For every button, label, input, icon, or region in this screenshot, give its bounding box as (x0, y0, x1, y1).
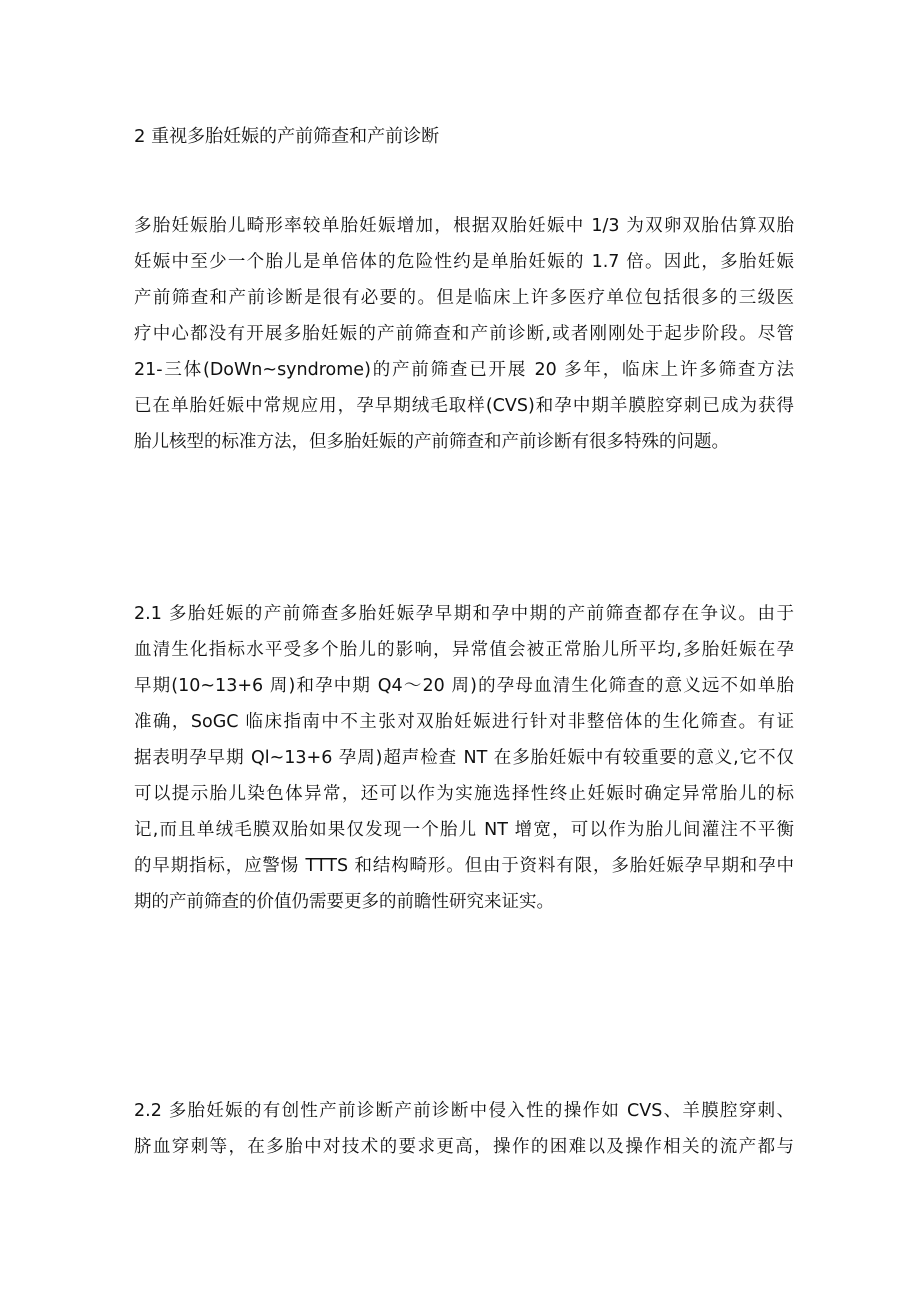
text-line: 期的产前筛查的价值仍需要更多的前瞻性研究来证实。 (134, 892, 554, 912)
text-line: 脐血穿刺等，在多胎中对技术的要求更高，操作的困难以及操作相关的流产都与 (134, 1137, 794, 1157)
paragraph-2-1 (134, 596, 794, 920)
text-line: 2.1 多胎妊娠的产前筛查多胎妊娠孕早期和孕中期的产前筛查都存在争议。由于 (134, 604, 794, 624)
text-line: 21-三体(DoWn~syndrome)的产前筛查已开展 20 多年，临床上许多筛查方法 (134, 360, 794, 380)
text-line: 准确，SoGC 临床指南中不主张对双胎妊娠进行针对非整倍体的生化筛查。有证 (134, 712, 794, 732)
text-line: 据表明孕早期 Ql~13+6 孕周)超声检查 NT 在多胎妊娠中有较重要的意义,它不仅 (134, 748, 794, 768)
text-line: 记,而且单绒毛膜双胎如果仅发现一个胎儿 NT 增宽，可以作为胎儿间灌注不平衡 (134, 820, 794, 840)
text-line: 已在单胎妊娠中常规应用，孕早期绒毛取样(CVS)和孕中期羊膜腔穿刺已成为获得 (134, 396, 794, 416)
paragraph-intro (134, 208, 794, 460)
text-line: 2.2 多胎妊娠的有创性产前诊断产前诊断中侵入性的操作如 CVS、羊膜腔穿刺、 (134, 1101, 794, 1121)
text-line: 血清生化指标水平受多个胎儿的影响，异常值会被正常胎儿所平均,多胎妊娠在孕 (134, 640, 794, 660)
text-line: 疗中心都没有开展多胎妊娠的产前筛查和产前诊断,或者刚刚处于起步阶段。尽管 (134, 324, 794, 344)
text-line: 可以提示胎儿染色体异常，还可以作为实施选择性终止妊娠时确定异常胎儿的标 (134, 784, 794, 804)
text-line: 多胎妊娠胎儿畸形率较单胎妊娠增加，根据双胎妊娠中 1/3 为双卵双胎估算双胎 (134, 216, 794, 236)
text-line: 妊娠中至少一个胎儿是单倍体的危险性约是单胎妊娠的 1.7 倍。因此，多胎妊娠 (134, 252, 794, 272)
text-line: 的早期指标，应警惕 TTTS 和结构畸形。但由于资料有限，多胎妊娠孕早期和孕中 (134, 856, 794, 876)
text-line: 早期(10~13+6 周)和孕中期 Q4～20 周)的孕母血清生化筛查的意义远不如单胎 (134, 676, 794, 696)
text-line: 胎儿核型的标准方法，但多胎妊娠的产前筛查和产前诊断有很多特殊的问题。 (134, 432, 729, 452)
paragraph-2-2 (134, 1093, 794, 1165)
section-heading: 2 重视多胎妊娠的产前筛查和产前诊断 (134, 126, 440, 147)
text-line: 产前筛查和产前诊断是很有必要的。但是临床上许多医疗单位包括很多的三级医 (134, 288, 794, 308)
